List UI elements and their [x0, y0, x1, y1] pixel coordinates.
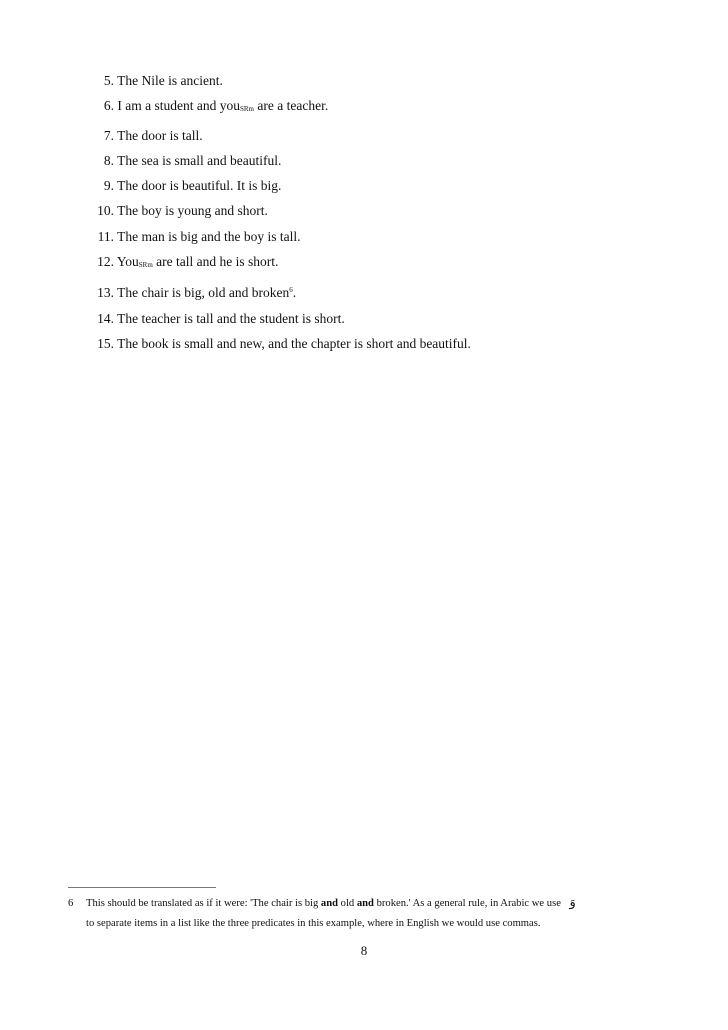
sentence-number: 9.: [103, 178, 114, 194]
page-number: 8: [360, 943, 368, 958]
footnote-text: This should be translated as if it were: 'The chair is big: [86, 898, 321, 909]
sentence-item: [84, 173, 471, 198]
sentence-item: [84, 249, 471, 278]
sentence-text: The man is big and the boy is tall.: [117, 228, 301, 244]
footnote-text-line2: to separate items in a list like the three predicates in this example, where in English we would use commas.: [86, 918, 541, 929]
sentence-item: [84, 278, 471, 305]
sentence-number: 15.: [97, 335, 114, 351]
sentence-list: [84, 68, 471, 356]
footnote-emphasis: and: [356, 898, 374, 909]
sentence-number: 6.: [103, 98, 114, 114]
sentence-text: The Nile is ancient.: [117, 73, 223, 88]
sentence-text: The book is small and new, and the chapter is short and beautiful.: [117, 335, 471, 351]
sentence-item: [84, 93, 471, 122]
footnote: [68, 893, 668, 934]
sentence-item: [84, 331, 471, 356]
sentence-number: 12.: [97, 254, 114, 270]
sentence-item: [84, 68, 471, 93]
sentence-text: The sea is small and beautiful.: [117, 152, 282, 168]
sentence-item: [84, 224, 471, 249]
sentence-number: 10.: [97, 203, 114, 219]
sentence-subscript: SRm: [239, 105, 254, 114]
sentence-item: [84, 123, 471, 148]
sentence-text: The door is tall.: [117, 127, 203, 143]
footnote-divider: [68, 887, 216, 888]
sentence-number: 7.: [103, 127, 114, 143]
sentence-text-end: .: [292, 285, 297, 301]
footnote-text: broken.' As a general rule, in Arabic we use: [373, 898, 564, 909]
arabic-conjunction: وَ: [569, 895, 576, 910]
sentence-text: The teacher is tall and the student is short.: [117, 310, 345, 326]
sentence-item: [84, 198, 471, 223]
sentence-number: 8.: [103, 152, 114, 168]
sentence-text: You: [116, 254, 139, 270]
sentence-text-continued: are tall and he is short.: [152, 254, 279, 270]
sentence-text: The chair is big, old and broken: [117, 285, 290, 301]
footnote-emphasis: and: [320, 898, 339, 909]
sentence-subscript: SRm: [138, 261, 153, 270]
sentence-item: [84, 148, 471, 173]
footnote-text: old: [338, 898, 357, 909]
sentence-number: 13.: [97, 285, 114, 301]
sentence-number: 14.: [97, 310, 114, 326]
footnote-number: 6: [68, 898, 74, 909]
sentence-text: I am a student and you: [117, 98, 240, 114]
sentence-text-continued: are a teacher.: [254, 98, 329, 114]
sentence-text: The door is beautiful. It is big.: [117, 178, 282, 194]
sentence-item: [84, 306, 471, 331]
sentence-number: 5.: [103, 73, 114, 88]
footnote-reference[interactable]: 6: [289, 286, 293, 295]
sentence-text: The boy is young and short.: [117, 203, 268, 219]
sentence-number: 11.: [97, 228, 114, 244]
